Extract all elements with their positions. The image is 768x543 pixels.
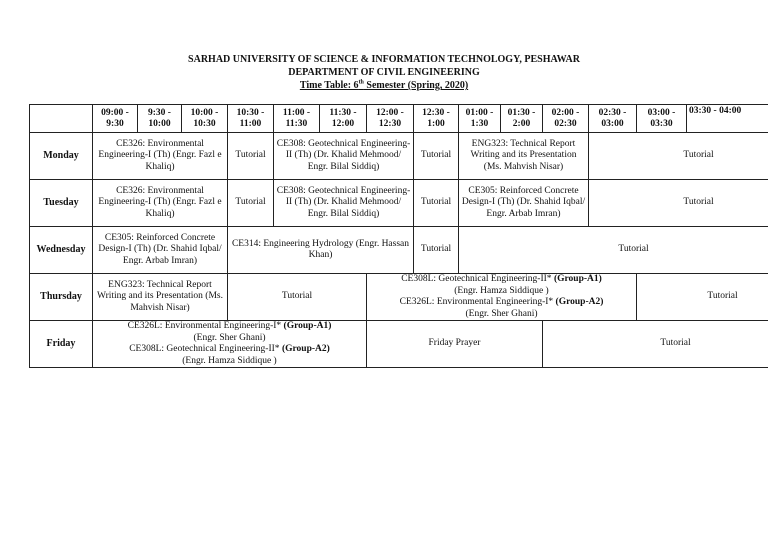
tutorial-cell: Tutorial	[414, 133, 459, 180]
thursday-row	[30, 274, 768, 321]
day-label: Wednesday	[30, 227, 93, 274]
time-slot: 11:00 - 11:30	[274, 105, 320, 133]
tutorial-cell: Tutorial	[459, 227, 768, 274]
monday-row	[30, 133, 768, 180]
tutorial-cell: Tutorial	[228, 274, 367, 321]
tutorial-cell: Tutorial	[228, 133, 274, 180]
timetable	[29, 104, 768, 368]
department-title: DEPARTMENT OF CIVIL ENGINEERING	[288, 67, 480, 78]
class-cell: ENG323: Technical Report Writing and its Presentation (Ms. Mahvish Nisar)	[93, 274, 228, 321]
lab-cell: CE308L: Geotechnical Engineering-II* (Group-A1) (Engr. Hamza Siddique ) CE326L: Environmental Engineering-I* (Group-A2) (Engr. Sher Ghani)	[367, 274, 637, 321]
corner-cell	[30, 105, 93, 133]
class-cell: CE308: Geotechnical Engineering-II (Th) (Dr. Khalid Mehmood/ Engr. Bilal Siddiq)	[274, 180, 414, 227]
time-slot: 12:00 - 12:30	[367, 105, 414, 133]
time-slot: 12:30 - 1:00	[414, 105, 459, 133]
prayer-cell: Friday Prayer	[367, 321, 543, 368]
tutorial-cell: Tutorial	[414, 180, 459, 227]
class-cell: ENG323: Technical Report Writing and its Presentation (Ms. Mahvish Nisar)	[459, 133, 589, 180]
tuesday-row	[30, 180, 768, 227]
class-cell: CE326: Environmental Engineering-I (Th) (Engr. Fazl e Khaliq)	[93, 133, 228, 180]
day-label: Friday	[30, 321, 93, 368]
time-slot: 10:30 - 11:00	[228, 105, 274, 133]
time-slot: 03:30 - 04:00	[687, 105, 768, 133]
time-slot: 02:00 - 02:30	[543, 105, 589, 133]
tutorial-cell: Tutorial	[414, 227, 459, 274]
tutorial-cell: Tutorial	[543, 321, 768, 368]
time-slot: 02:30 - 03:00	[589, 105, 637, 133]
time-slot: 11:30 - 12:00	[320, 105, 367, 133]
day-label: Tuesday	[30, 180, 93, 227]
class-cell: CE308: Geotechnical Engineering-II (Th) (Dr. Khalid Mehmood/ Engr. Bilal Siddiq)	[274, 133, 414, 180]
day-label: Monday	[30, 133, 93, 180]
lab-cell: CE326L: Environmental Engineering-I* (Group-A1) (Engr. Sher Ghani) CE308L: Geotechnical Engineering-II* (Group-A2) (Engr. Hamza Siddique )	[93, 321, 367, 368]
day-label: Thursday	[30, 274, 93, 321]
tutorial-cell: Tutorial	[589, 133, 768, 180]
class-cell: CE314: Engineering Hydrology (Engr. Hassan Khan)	[228, 227, 414, 274]
friday-row	[30, 321, 768, 368]
timetable-title: Time Table: 6th Semester (Spring, 2020)	[299, 79, 469, 91]
tutorial-cell: Tutorial	[589, 180, 768, 227]
time-header-row	[30, 105, 768, 133]
time-slot: 01:00 - 1:30	[459, 105, 501, 133]
time-slot: 09:00 - 9:30	[93, 105, 138, 133]
time-slot: 10:00 - 10:30	[182, 105, 228, 133]
class-cell: CE305: Reinforced Concrete Design-I (Th) (Dr. Shahid Iqbal/ Engr. Arbab Imran)	[459, 180, 589, 227]
university-title: SARHAD UNIVERSITY OF SCIENCE & INFORMATION TECHNOLOGY, PESHAWAR	[188, 54, 580, 65]
time-slot: 9:30 - 10:00	[138, 105, 182, 133]
time-slot: 03:00 - 03:30	[637, 105, 687, 133]
wednesday-row	[30, 227, 768, 274]
tutorial-cell: Tutorial	[228, 180, 274, 227]
time-slot: 01:30 - 2:00	[501, 105, 543, 133]
tutorial-cell: Tutorial	[637, 274, 768, 321]
class-cell: CE326: Environmental Engineering-I (Th) (Engr. Fazl e Khaliq)	[93, 180, 228, 227]
class-cell: CE305: Reinforced Concrete Design-I (Th) (Dr. Shahid Iqbal/ Engr. Arbab Imran)	[93, 227, 228, 274]
